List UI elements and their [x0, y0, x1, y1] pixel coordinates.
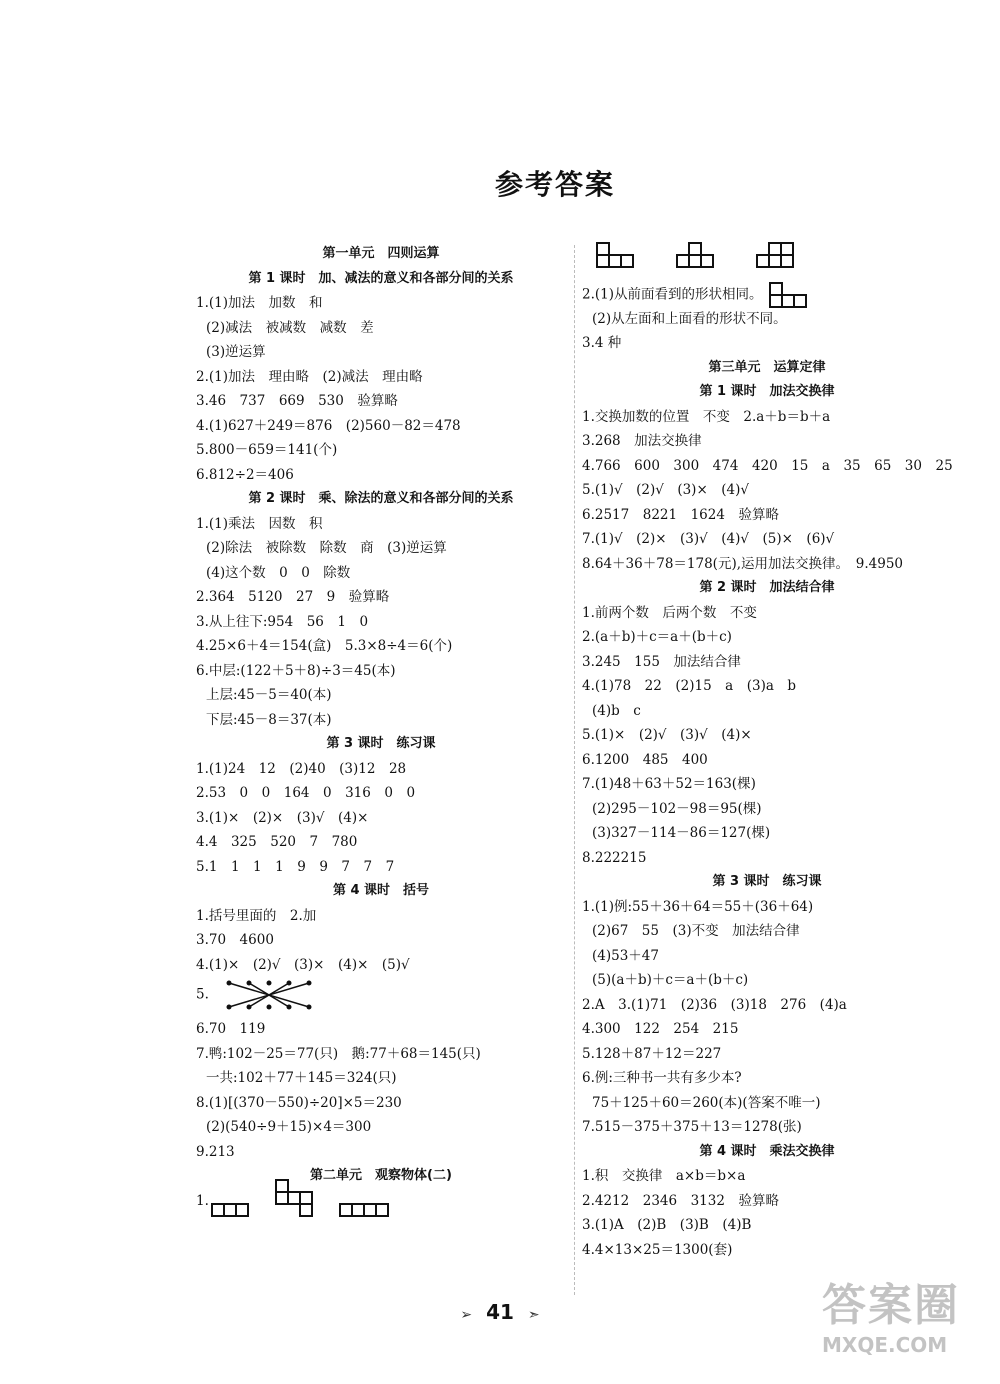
answer-line: [196, 1066, 566, 1091]
answer-line: [582, 527, 952, 552]
answer-text: 7.515－375＋375＋13＝1278(张): [582, 1119, 802, 1135]
answer-text: 5.(1)√ (2)√ (3)× (4)√: [582, 482, 749, 498]
answer-text: 6.812÷2＝406: [196, 466, 294, 483]
answer-text: 6.1200 485 400: [582, 751, 708, 768]
answer-text: (4)53＋47: [592, 947, 659, 964]
answer-text: (2)295－102－98＝95(棵): [592, 800, 762, 817]
matching-lines-figure: [219, 977, 319, 1013]
answer-line: [582, 1091, 952, 1116]
answer-text: 第 2 课时 加法结合律: [699, 580, 835, 595]
answer-line: [582, 821, 952, 846]
cube-square: [299, 1203, 313, 1217]
answer-line: [582, 895, 952, 920]
answer-text: 3.70 4600: [196, 932, 274, 948]
answer-line: [582, 625, 952, 650]
answer-line: [196, 463, 566, 488]
answer-text: (2)67 55 (3)不变 加法结合律: [592, 923, 800, 939]
cube-square: [780, 254, 794, 268]
answer-line: [582, 601, 952, 626]
answer-text: 1.括号里面的 2.加: [196, 907, 317, 924]
answer-line: [196, 1017, 566, 1042]
answer-text: 2.(a＋b)＋c＝a＋(b＋c): [582, 629, 732, 645]
right-arrow-icon: ➣: [527, 1307, 540, 1323]
answer-line: [582, 944, 952, 969]
answer-text: 6.70 119: [196, 1021, 266, 1037]
answer-text: (3)逆运算: [206, 344, 266, 360]
answer-text: 6.例:三种书一共有多少本?: [582, 1070, 742, 1086]
answer-text: 1.交换加数的位置 不变 2.a＋b＝b＋a: [582, 408, 831, 425]
answer-text: 2.(1)加法 理由略 (2)减法 理由略: [196, 368, 423, 385]
answer-text: 3.(1)A (2)B (3)B (4)B: [582, 1217, 752, 1233]
answer-line: [582, 307, 952, 332]
page-number: 41: [486, 1300, 514, 1324]
cube-square: [375, 1203, 389, 1217]
answer-text: 8.222215: [582, 849, 647, 866]
answer-line: [196, 389, 566, 414]
answer-text: 4.300 122 254 215: [582, 1021, 739, 1037]
answer-line: [196, 512, 566, 537]
section-heading: [582, 380, 952, 405]
answer-text: 3.268 加法交换律: [582, 433, 702, 449]
view-figure: [275, 1179, 313, 1217]
answer-text: 2.(1)从前面看到的形状相同。: [582, 286, 763, 303]
answer-line: [582, 748, 952, 773]
answer-line: [196, 904, 566, 929]
answer-text: 第 2 课时 乘、除法的意义和各部分间的关系: [248, 491, 514, 506]
answer-line: [582, 919, 952, 944]
answer-line: [582, 1066, 952, 1091]
answer-text: 第 4 课时 乘法交换律: [699, 1143, 835, 1159]
answer-text: 5.800－659＝141(个): [196, 442, 338, 458]
answer-line: [582, 454, 952, 479]
answer-line: [582, 650, 952, 675]
answer-text: 4.(1)627＋249＝876 (2)560－82＝478: [196, 417, 461, 434]
answer-line: [582, 1042, 952, 1067]
right-answer-column: [582, 242, 952, 1262]
answer-text: 1.: [196, 1192, 209, 1209]
answer-line: [582, 405, 952, 430]
answer-line: [196, 610, 566, 635]
answer-line: [582, 503, 952, 528]
answer-text: 1.(1)例:55＋36＋64＝55＋(36＋64): [582, 898, 814, 915]
answer-text: (4)b c: [592, 702, 641, 719]
section-heading: [196, 732, 566, 757]
answer-text: 6.中层:(122＋5＋8)÷3＝45(本): [196, 662, 396, 679]
answer-text: 第 3 课时 练习课: [712, 874, 822, 889]
cube-square: [700, 254, 714, 268]
section-heading: [582, 1140, 952, 1165]
answer-text: 第一单元 四则运算: [322, 246, 440, 261]
answer-line: [196, 928, 566, 953]
answer-line: [582, 429, 952, 454]
answer-line: [582, 478, 952, 503]
section-heading: [582, 576, 952, 601]
answer-text: 8.64＋36＋78＝178(元),运用加法交换律。 9.4950: [582, 555, 903, 572]
answer-text: 第 1 课时 加、减法的意义和各部分间的关系: [248, 270, 514, 286]
answer-text: 第三单元 运算定律: [708, 359, 826, 375]
section-heading: [582, 356, 952, 381]
answer-text: (3)327－114－86＝127(棵): [592, 825, 771, 841]
answer-line: [196, 365, 566, 390]
answer-text: 1.(1)24 12 (2)40 (3)12 28: [196, 760, 407, 777]
answer-text: 7.(1)48＋63＋52＝163(棵): [582, 776, 756, 792]
answer-text: 3.245 155 加法结合律: [582, 653, 741, 670]
answer-text: 4.4 325 520 7 780: [196, 834, 358, 850]
answer-text: (2)除法 被除数 除数 商 (3)逆运算: [206, 540, 447, 556]
answer-line: [582, 1164, 952, 1189]
answer-line: [582, 552, 952, 577]
cube-square: [793, 294, 807, 308]
answer-text: 9.213: [196, 1143, 235, 1160]
answer-text: 下层:45－8＝37(本): [206, 711, 332, 728]
answer-text: 第 4 课时 括号: [332, 883, 430, 898]
answer-text: 第二单元 观察物体(二): [310, 1168, 452, 1183]
section-heading: [196, 879, 566, 904]
answer-line: [196, 316, 566, 341]
answer-text: 一共:102＋77＋145＝324(只): [206, 1070, 397, 1086]
answer-text: 3.46 737 669 530 验算略: [196, 393, 398, 409]
answer-line: [582, 1238, 952, 1263]
answer-line: [582, 797, 952, 822]
answer-text: 1.(1)加法 加数 和: [196, 295, 323, 311]
answer-line: [582, 1115, 952, 1140]
section-heading: [196, 242, 566, 267]
answer-line: [196, 757, 566, 782]
page-title: 参考答案: [494, 168, 615, 201]
answer-line: [582, 674, 952, 699]
answer-line: [196, 1042, 566, 1067]
answer-line: [196, 585, 566, 610]
answer-text: 第 1 课时 加法交换律: [699, 384, 835, 399]
answer-text: 4.25×6＋4＝154(盒) 5.3×8÷4＝6(个): [196, 638, 453, 654]
answer-line: [582, 772, 952, 797]
answer-line: [196, 1091, 566, 1116]
answer-line: [582, 968, 952, 993]
answer-text: (2)减法 被减数 减数 差: [206, 319, 374, 336]
view-figure: [756, 242, 794, 268]
answer-text: 4.(1)78 22 (2)15 a (3)a b: [582, 678, 797, 694]
answer-line: [196, 1189, 566, 1249]
watermark-text: 答案圈: [822, 1280, 960, 1331]
answer-line: [582, 1213, 952, 1238]
answer-line: [196, 340, 566, 365]
answer-text: 2.4212 2346 3132 验算略: [582, 1192, 779, 1209]
answer-text: 1.(1)乘法 因数 积: [196, 515, 323, 532]
answer-text: (4)这个数 0 0 除数: [206, 564, 351, 581]
answer-text: 4.(1)× (2)√ (3)× (4)× (5)√: [196, 956, 410, 973]
answer-text: (2)从左面和上面看的形状不同。: [592, 310, 787, 327]
section-heading: [582, 870, 952, 895]
cube-square: [620, 254, 634, 268]
section-heading: [196, 267, 566, 292]
answer-line: [196, 953, 566, 978]
answer-line: [196, 806, 566, 831]
view-figure: [339, 1179, 389, 1217]
answer-text: 2.A 3.(1)71 (2)36 (3)18 276 (4)a: [582, 996, 847, 1013]
answer-line: [582, 993, 952, 1018]
answer-line: [582, 242, 952, 282]
answer-line: [582, 331, 952, 356]
left-answer-column: [196, 242, 566, 1249]
answer-line: [196, 781, 566, 806]
answer-line: [196, 1140, 566, 1165]
answer-text: 3.4 种: [582, 335, 622, 351]
answer-text: 第 3 课时 练习课: [326, 736, 436, 751]
answer-text: 3.从上往下:954 56 1 0: [196, 613, 369, 630]
cube-square: [235, 1203, 249, 1217]
answer-text: 5.128＋87＋12＝227: [582, 1045, 722, 1062]
answer-text: 7.(1)√ (2)× (3)√ (4)√ (5)× (6)√: [582, 531, 835, 547]
answer-line: [196, 1115, 566, 1140]
answer-line: [196, 634, 566, 659]
answer-text: 5.1 1 1 1 9 9 7 7 7: [196, 858, 395, 875]
answer-text: 6.2517 8221 1624 验算略: [582, 506, 779, 523]
column-divider: [574, 245, 575, 1295]
answer-line: [196, 708, 566, 733]
answer-text: 1.前两个数 后两个数 不变: [582, 604, 757, 621]
answer-line: [196, 855, 566, 880]
view-figure: [211, 1179, 249, 1217]
answer-line: [196, 536, 566, 561]
answer-line: [582, 1017, 952, 1042]
answer-line: [582, 723, 952, 748]
watermark-url: MXQE.COM: [822, 1333, 948, 1357]
answer-line: [196, 683, 566, 708]
answer-line: [196, 659, 566, 684]
answer-text: (5)(a＋b)＋c＝a＋(b＋c): [592, 972, 749, 988]
answer-text: 5.(1)× (2)√ (3)√ (4)×: [582, 727, 752, 743]
view-figure: [676, 242, 714, 268]
answer-text: (2)(540÷9＋15)×4＝300: [206, 1119, 372, 1135]
answer-text: 2.53 0 0 164 0 316 0 0: [196, 785, 416, 801]
answer-text: 7.鸭:102－25＝77(只) 鹅:77＋68＝145(只): [196, 1045, 481, 1062]
answer-line: [582, 1189, 952, 1214]
view-figure: [769, 282, 809, 308]
answer-line: [196, 414, 566, 439]
answer-line: [196, 830, 566, 855]
answer-text: 5.: [196, 986, 209, 1003]
answer-line: [582, 699, 952, 724]
answer-line: [582, 282, 952, 307]
answer-text: 上层:45－5＝40(本): [206, 687, 332, 703]
answer-line: [196, 438, 566, 463]
answer-text: 8.(1)[(370－550)÷20]×5＝230: [196, 1094, 402, 1111]
section-heading: [196, 487, 566, 512]
answer-text: 2.364 5120 27 9 验算略: [196, 589, 390, 605]
answer-text: 3.(1)× (2)× (3)√ (4)×: [196, 809, 369, 826]
answer-line: [196, 561, 566, 586]
answer-line: [582, 846, 952, 871]
answer-text: 1.积 交换律 a×b＝b×a: [582, 1168, 746, 1184]
answer-line: [196, 291, 566, 316]
left-arrow-icon: ➢: [460, 1307, 473, 1323]
answer-text: 4.4×13×25＝1300(套): [582, 1241, 733, 1258]
answer-line: [196, 977, 566, 1017]
view-figure: [596, 242, 634, 268]
answer-text: 4.766 600 300 474 420 15 a 35 65 30 25: [582, 457, 953, 474]
answer-text: 75＋125＋60＝260(本)(答案不唯一): [592, 1094, 821, 1111]
watermark-logo: [822, 1269, 982, 1357]
